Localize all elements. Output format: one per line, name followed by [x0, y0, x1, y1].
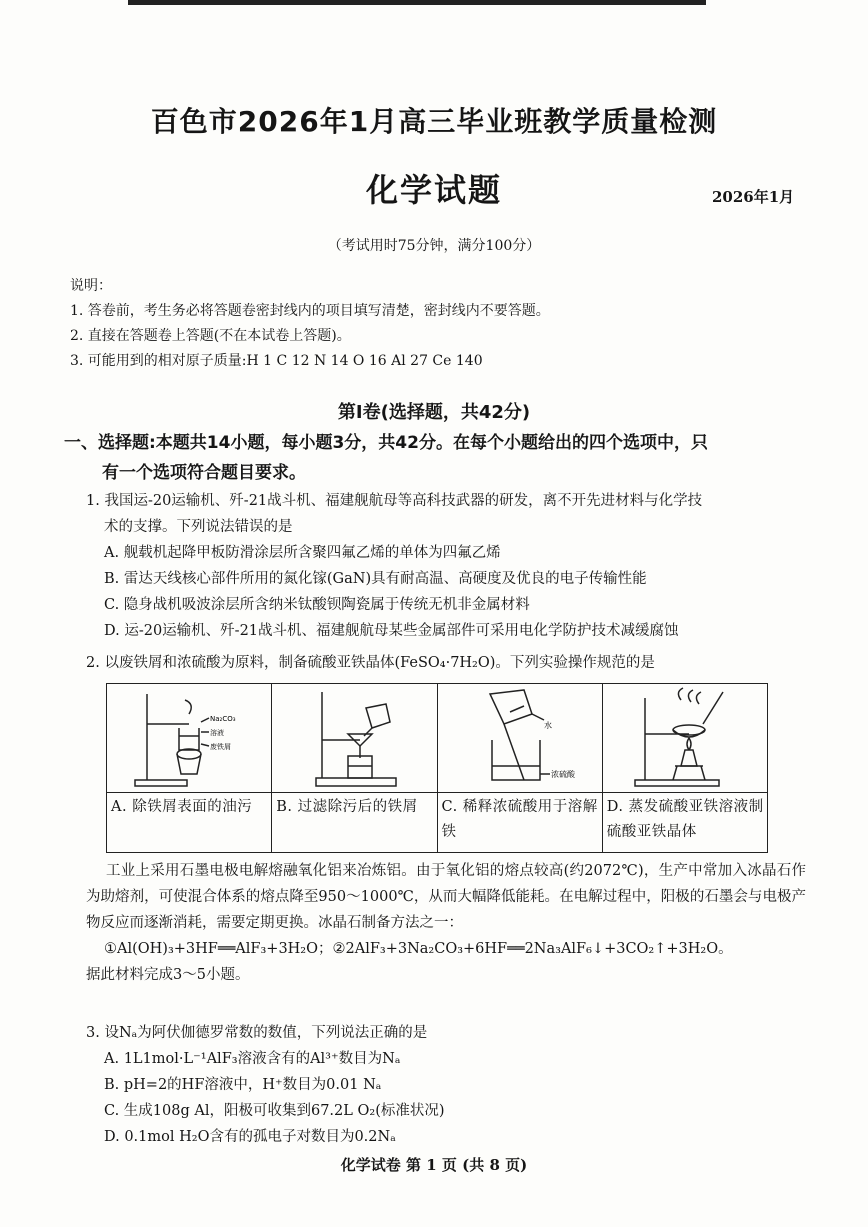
experiment-d-figure: [602, 684, 767, 793]
experiment-a-figure: [107, 684, 272, 793]
instruction-item: 1. 答卷前，考生务必将答题卷密封线内的项目填写清楚，密封线内不要答题。: [70, 303, 550, 319]
question-stem: 1. 我国运-20运输机、歼-21战斗机、福建舰航母等高科技武器的研发，离不开先进材料与化学技: [86, 493, 703, 509]
evaporation-apparatus-icon: [605, 684, 765, 790]
subject-title: 化学试题: [365, 171, 502, 209]
passage-equations: ①Al(OH)₃+3HF══AlF₃+3H₂O；②2AlF₃+3Na₂CO₃+6HF══2Na₃AlF₆↓+3CO₂↑+3H₂O。: [104, 941, 733, 957]
question-stem: 3. 设Nₐ为阿伏伽德罗常数的数值，下列说法正确的是: [86, 1025, 428, 1041]
question-3: [86, 1020, 806, 1150]
option-c: C. 生成108g Al，阳极可收集到67.2L O₂(标准状况): [104, 1103, 445, 1119]
dilution-apparatus-icon: [440, 684, 600, 790]
question-stem: 2. 以废铁屑和浓硫酸为原料，制备硫酸亚铁晶体(FeSO₄·7H₂O)。下列实验操作规范的是: [86, 655, 655, 671]
question-1: [86, 488, 806, 644]
experiment-a-caption: A. 除铁屑表面的油污: [107, 793, 272, 853]
experiment-b-figure: [272, 684, 437, 793]
instruction-item: 3. 可能用到的相对原子质量:H 1 C 12 N 14 O 16 Al 27 Ce 140: [70, 353, 483, 369]
option-d: D. 运-20运输机、歼-21战斗机、福建舰航母某些金属部件可采用电化学防护技术减缓腐蚀: [104, 623, 679, 639]
question-stem-continued: 术的支撑。下列说法错误的是: [104, 519, 293, 535]
passage-paragraph: 工业上采用石墨电极电解熔融氧化铝来冶炼铝。由于氧化铝的熔点较高(约2072℃)，生产中常加入冰晶石作为助熔剂，可使混合体系的熔点降至950～1000℃，从而大幅降低能耗。在电解过程中，阳极的石墨会与电极产物反应而逐渐消耗，需要定期更换。冰晶石制备方法之一：: [86, 863, 806, 931]
option-a: A. 舰载机起降甲板防滑涂层所含聚四氟乙烯的单体为四氟乙烯: [104, 545, 501, 561]
reading-passage: [86, 858, 806, 988]
part-heading-line: 一、选择题:本题共14小题，每小题3分，共42分。在每个小题给出的四个选项中，只: [64, 433, 708, 453]
experiment-d-caption: D. 蒸发硫酸亚铁溶液制硫酸亚铁晶体: [602, 793, 767, 853]
option-b: B. pH=2的HF溶液中，H⁺数目为0.01 Nₐ: [104, 1077, 382, 1093]
a-reagent-label: Na₂CO₃: [210, 715, 236, 723]
a-solution-label: 溶液: [210, 729, 225, 737]
section-title: 第Ⅰ卷(选择题，共42分): [337, 402, 531, 423]
part-heading: [64, 428, 814, 488]
exam-title: 百色市2026年1月高三毕业班教学质量检测: [150, 105, 718, 138]
filtration-apparatus-icon: [274, 684, 434, 790]
instruction-item: 2. 直接在答题卷上答题(不在本试卷上答题)。: [70, 328, 351, 344]
part-heading-line: 有一个选项符合题目要求。: [102, 463, 306, 483]
question-2: [86, 650, 806, 676]
c-water-label: 水: [543, 721, 552, 730]
experiment-table: [106, 683, 768, 853]
a-iron-label: 废铁屑: [210, 743, 232, 751]
exam-info: （考试用时75分钟，满分100分）: [327, 238, 541, 254]
passage-note: 据此材料完成3～5小题。: [86, 967, 250, 983]
option-b: B. 雷达天线核心部件所用的氮化镓(GaN)具有耐高温、高硬度及优良的电子传输性能: [104, 571, 647, 587]
experiment-c-caption: C. 稀释浓硫酸用于溶解铁: [437, 793, 602, 853]
option-c: C. 隐身战机吸波涂层所含纳米钛酸钡陶瓷属于传统无机非金属材料: [104, 597, 530, 613]
instructions: [70, 274, 810, 374]
scan-top-edge: [128, 0, 706, 5]
page-footer: 化学试卷 第 1 页 (共 8 页): [340, 1156, 528, 1174]
experiment-b-caption: B. 过滤除污后的铁屑: [272, 793, 437, 853]
c-acid-label: 浓硫酸: [550, 770, 575, 779]
instructions-label: 说明：: [70, 278, 112, 294]
experiment-c-figure: [437, 684, 602, 793]
exam-date: 2026年1月: [712, 188, 795, 206]
degreasing-apparatus-icon: [109, 684, 269, 790]
option-a: A. 1L1mol·L⁻¹AlF₃溶液含有的Al³⁺数目为Nₐ: [104, 1051, 401, 1067]
option-d: D. 0.1mol H₂O含有的孤电子对数目为0.2Nₐ: [104, 1129, 396, 1145]
